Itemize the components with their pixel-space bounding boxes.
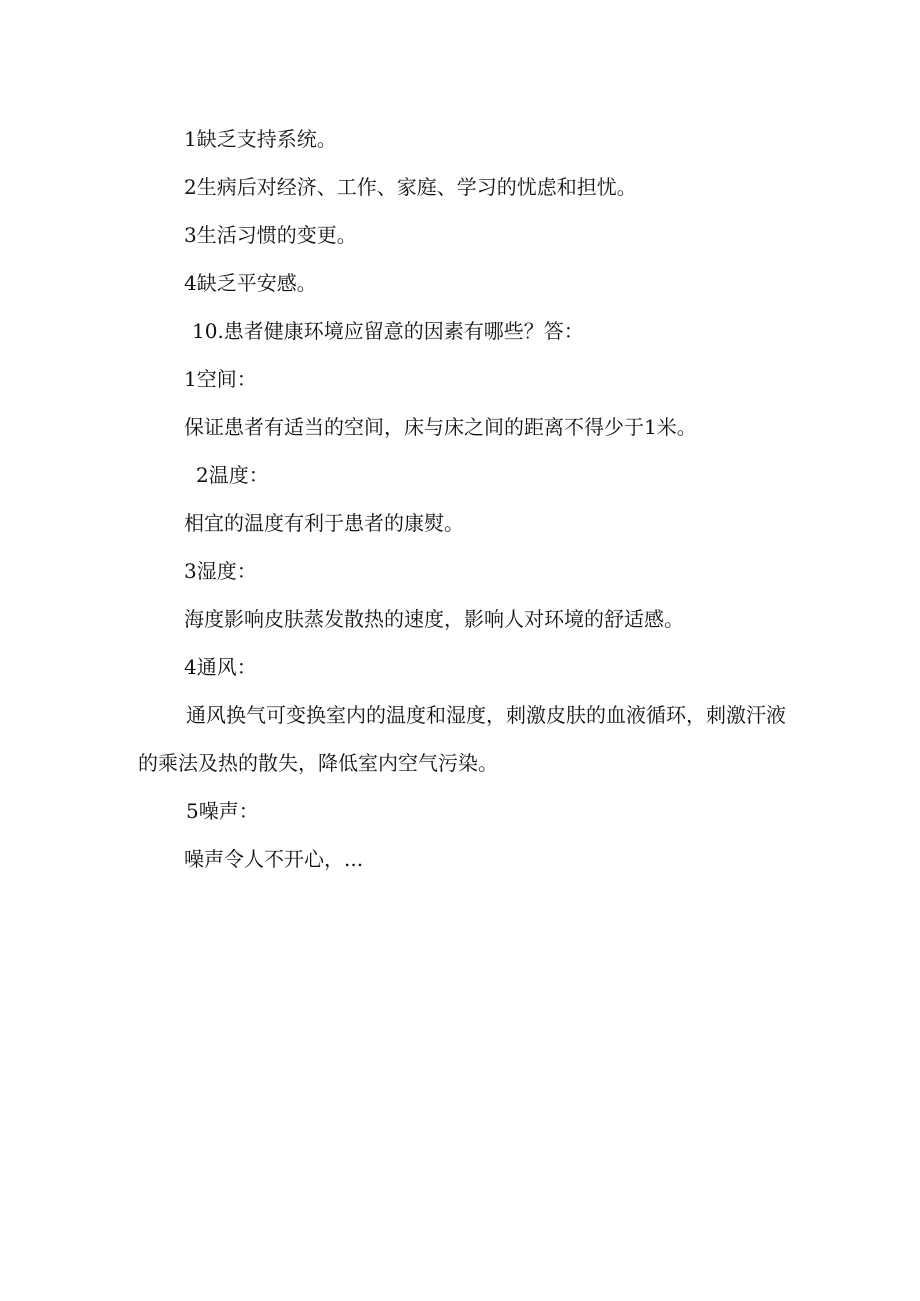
section-temperature-heading: 2温度： — [196, 463, 269, 487]
section-space-heading: 1空间： — [184, 367, 257, 391]
section-ventilation-heading: 4通风： — [184, 655, 257, 679]
section-ventilation-body-line1: 通风换气可变换室内的温度和湿度，刺激皮肤的血液循环，刺激汗液 — [186, 703, 786, 727]
section-temperature-body: 相宜的温度有利于患者的康熨。 — [184, 511, 464, 535]
section-ventilation-body-line2: 的乘法及热的散失，降低室内空气污染。 — [138, 751, 498, 775]
section-humidity-body: 海度影响皮肤蒸发散热的速度，影响人对环境的舒适感。 — [184, 607, 684, 631]
section-noise-heading: 5噪声： — [186, 799, 259, 823]
section-space-body: 保证患者有适当的空间，床与床之间的距离不得少于1米。 — [184, 415, 697, 439]
section-humidity-heading: 3湿度： — [184, 559, 257, 583]
text-line-4: 4缺乏平安感。 — [184, 271, 317, 295]
text-line-1: 1缺乏支持系统。 — [184, 127, 337, 151]
question-heading: 10.患者健康环境应留意的因素有哪些？答： — [192, 319, 584, 343]
section-noise-body: 噪声令人不开心，... — [184, 847, 364, 871]
text-line-2: 2生病后对经济、工作、家庭、学习的忧虑和担忧。 — [184, 175, 637, 199]
text-line-3: 3生活习惯的变更。 — [184, 223, 357, 247]
